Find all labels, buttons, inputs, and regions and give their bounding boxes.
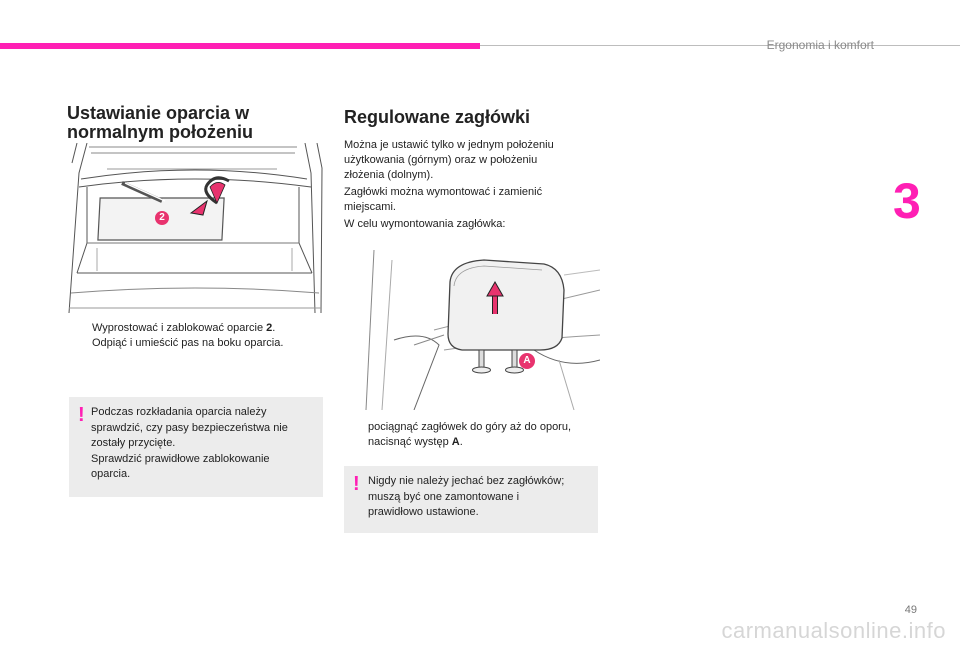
- left-heading-line2: normalnym położeniu: [67, 122, 254, 142]
- right-para-3: W celu wymontowania zagłówka:: [344, 218, 506, 230]
- left-warning-note: [69, 397, 323, 497]
- bullet-icon: [70, 321, 92, 336]
- watermark: carmanualsonline.info: [721, 618, 946, 643]
- left-step-1-ref: 2: [266, 322, 273, 334]
- exclamation-icon: !: [78, 404, 85, 426]
- exclamation-icon: !: [353, 473, 360, 495]
- left-step-1: [70, 321, 275, 336]
- trunk-seat-illustration: [67, 143, 323, 313]
- section-title: Ergonomia i komfort: [766, 38, 874, 52]
- callout-a: A: [519, 353, 535, 369]
- callout-2: 2: [155, 211, 169, 225]
- right-step-2-end: .: [459, 436, 463, 448]
- left-step-1-text: Wyprostować i zablokować oparcie: [92, 322, 267, 334]
- note-line: Sprawdzić prawidłowe zablokowanie: [91, 452, 270, 465]
- para-line: miejscami.: [344, 201, 396, 213]
- right-step-2-text: nacisnąć występ: [368, 436, 452, 448]
- note-line: zostały przycięte.: [91, 437, 176, 449]
- chapter-number: 3: [893, 173, 921, 229]
- right-heading: Regulowane zagłówki: [344, 107, 531, 127]
- para-line: Zagłówki można wymontować i zamienić: [344, 186, 543, 198]
- note-line: prawidłowo ustawione.: [368, 506, 479, 518]
- left-step-1-end: .: [272, 322, 276, 334]
- bullet-icon: [346, 420, 368, 435]
- header-accent-bar: [0, 43, 480, 49]
- left-step-2: [70, 336, 283, 351]
- left-heading: [67, 104, 253, 142]
- left-step-2-text: Odpiąć i umieścić pas na boku oparcia.: [92, 337, 284, 349]
- para-line: użytkowania (górnym) oraz w położeniu: [344, 154, 538, 166]
- header-rule: [480, 45, 960, 46]
- right-step-2-ref: A: [451, 436, 460, 448]
- note-line: oparcia.: [91, 468, 131, 480]
- page-number: 49: [904, 604, 917, 616]
- headrest-illustration: [344, 250, 600, 410]
- para-line: złożenia (dolnym).: [344, 169, 434, 181]
- right-step-1-text: pociągnąć zagłówek do góry aż do oporu,: [368, 421, 572, 433]
- bullet-icon: [70, 336, 92, 351]
- right-para-1: [344, 138, 554, 183]
- right-para-2: [344, 185, 542, 215]
- note-line: sprawdzić, czy pasy bezpieczeństwa nie: [91, 421, 288, 434]
- note-line: Podczas rozkładania oparcia należy: [91, 406, 267, 418]
- note-line: Nigdy nie należy jechać bez zagłówków;: [368, 475, 565, 487]
- para-line: Można je ustawić tylko w jednym położeniu: [344, 139, 554, 151]
- left-heading-line1: Ustawianie oparcia w: [67, 103, 250, 123]
- right-warning-note: [344, 466, 598, 533]
- note-line: muszą być one zamontowane i: [368, 490, 520, 503]
- right-step-2: [346, 435, 463, 450]
- bullet-icon: [346, 435, 368, 450]
- right-step-1: [346, 420, 571, 435]
